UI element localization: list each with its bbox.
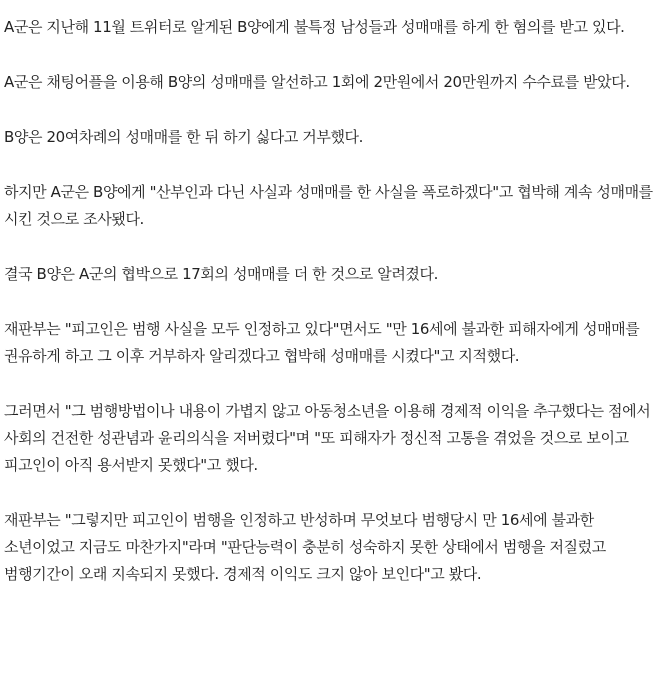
article-paragraph-1: A군은 지난해 11월 트위터로 알게된 B양에게 불특정 남성들과 성매매를 하게 한 혐의를 받고 있다. — [4, 18, 625, 36]
article-paragraph-5: 결국 B양은 A군의 협박으로 17회의 성매매를 더 한 것으로 알려졌다. — [4, 265, 438, 283]
article-paragraph-8: 재판부는 "그렇지만 피고인이 범행을 인정하고 반성하며 무엇보다 범행당시 만 16세에 불과한 소년이었고 지금도 마찬가지"라며 "판단능력이 충분히 성숙하지 못한 상태에서 범행을 저질렀고 범행기간이 오래 지속되지 못했다. 경제적 이익도 크지 않아 보인다"고 봤다. — [4, 511, 606, 583]
article-paragraph-2: A군은 채팅어플을 이용해 B양의 성매매를 알선하고 1회에 2만원에서 20만원까지 수수료를 받았다. — [4, 73, 630, 91]
article-paragraph-7: 그러면서 "그 범행방법이나 내용이 가볍지 않고 아동청소년을 이용해 경제적 이익을 추구했다는 점에서 사회의 건전한 성관념과 윤리의식을 저버렸다"며 "또 피해자가 정신적 고통을 겪었을 것으로 보이고 피고인이 아직 용서받지 못했다"고 했다. — [4, 402, 651, 474]
article-paragraph-4: 하지만 A군은 B양에게 "산부인과 다닌 사실과 성매매를 한 사실을 폭로하겠다"고 협박해 계속 성매매를 시킨 것으로 조사됐다. — [4, 183, 653, 228]
article-paragraph-6: 재판부는 "피고인은 범행 사실을 모두 인정하고 있다"면서도 "만 16세에 불과한 피해자에게 성매매를 권유하게 하고 그 이후 거부하자 알리겠다고 협박해 성매매를 시켰다"고 지적했다. — [4, 320, 640, 365]
article-paragraph-3: B양은 20여차례의 성매매를 한 뒤 하기 싫다고 거부했다. — [4, 128, 364, 146]
